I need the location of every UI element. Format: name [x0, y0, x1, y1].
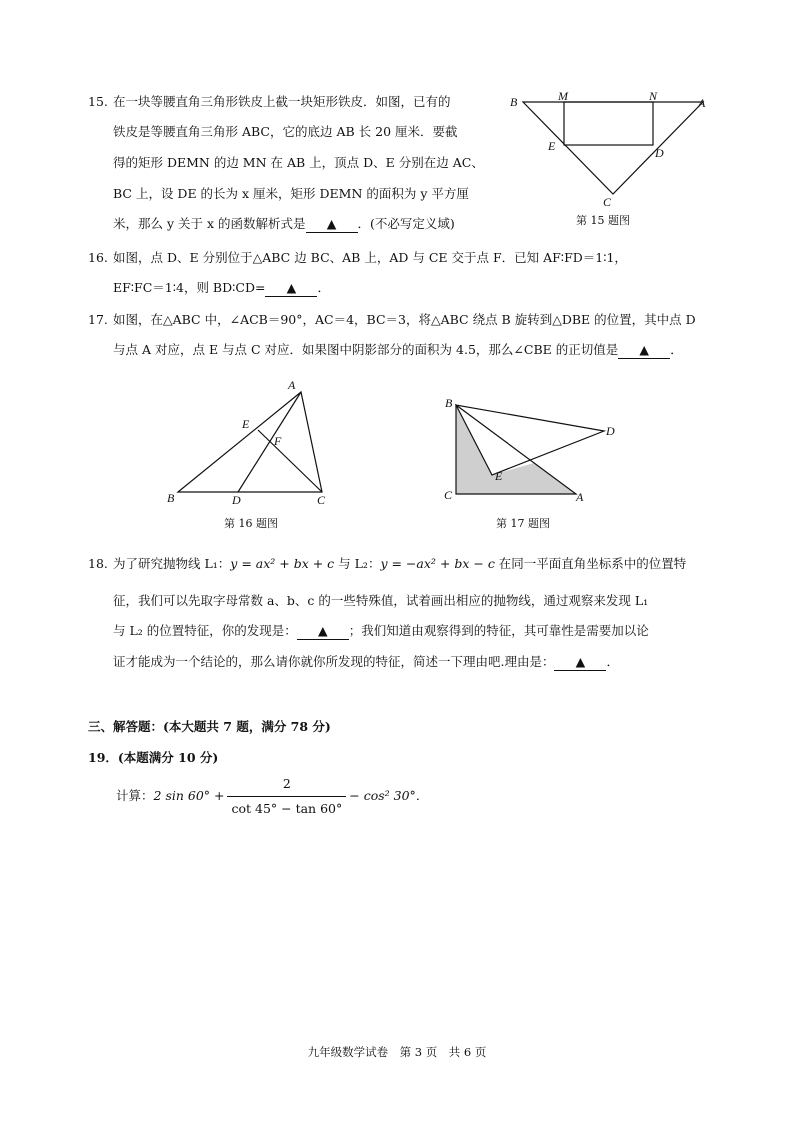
- q17-label-A: A: [576, 490, 584, 504]
- q18-line-1-tail: 在同一平面直角坐标系中的位置特: [494, 556, 687, 571]
- q15-line-3: 得的矩形 DEMN 的边 MN 在 AB 上，顶点 D、E 分别在边 AC、: [113, 155, 484, 170]
- q18-line-3-tail: ；我们知道由观察得到的特征，其可靠性是需要加以论: [348, 623, 649, 638]
- q17-label-B: B: [445, 396, 453, 410]
- q19-title: 19．(本题满分 10 分): [88, 750, 219, 765]
- q15-label-C: C: [603, 195, 612, 209]
- q18-line-1-mid: 与 L₂：: [334, 556, 381, 571]
- q15-label-N: N: [649, 89, 658, 103]
- q16-figure: [160, 372, 340, 512]
- section-3-heading: 三、解答题：(本大题共 7 题，满分 78 分): [88, 719, 331, 734]
- q18-equation-L1: y = ax² + bx + c: [230, 556, 335, 571]
- q16-line-2-text: EF∶FC＝1∶4，则 BD∶CD=: [113, 280, 266, 295]
- q18-line-4-text: 证才能成为一个结论的，那么请你就你所发现的特征，简述一下理由吧.理由是：: [113, 654, 555, 669]
- q16-line-1: 如图，点 D、E 分别位于△ABC 边 BC、AB 上，AD 与 CE 交于点 F．已知 AF∶FD＝1∶1，: [113, 250, 627, 265]
- q15-line-5: [113, 216, 455, 233]
- q16-caption: 第 16 题图: [224, 517, 278, 530]
- q19-fraction: [227, 774, 346, 819]
- q18-answer-blank-2[interactable]: ▲: [554, 654, 606, 671]
- q17-number: 17.: [88, 312, 108, 327]
- q19-prefix: 计算：: [116, 788, 154, 803]
- q19-expression: [116, 774, 428, 819]
- q16-triangle: [178, 392, 322, 492]
- q17-line-2-text: 与点 A 对应，点 E 与点 C 对应．如果图中阴影部分的面积为 4.5，那么∠CBE 的正切值是: [113, 342, 619, 357]
- q17-caption: 第 17 题图: [496, 517, 550, 530]
- q15-line-5-text: 米，那么 y 关于 x 的函数解析式是: [113, 216, 306, 231]
- q17-answer-blank[interactable]: ▲: [618, 342, 670, 359]
- q15-rectangle: [564, 102, 653, 145]
- q17-line-1: 如图，在△ABC 中，∠ACB＝90°，AC＝4，BC＝3，将△ABC 绕点 B 旋转到△DBE 的位置，其中点 D: [113, 312, 696, 327]
- q16-line-2-tail: ．: [317, 280, 330, 295]
- q15-figure: [505, 88, 715, 213]
- q15-number: 15.: [88, 94, 108, 109]
- q18-line-1: [113, 556, 686, 572]
- q17-label-E: E: [495, 469, 503, 483]
- q16-label-B: B: [167, 491, 175, 505]
- q18-line-3: [113, 623, 649, 640]
- q15-line-4: BC 上，设 DE 的长为 x 厘米，矩形 DEMN 的面积为 y 平方厘: [113, 186, 469, 201]
- q15-answer-blank[interactable]: ▲: [306, 216, 358, 233]
- q15-label-D: D: [655, 146, 664, 160]
- q18-line-2: 征，我们可以先取字母常数 a、b、c 的一些特殊值，试着画出相应的抛物线，通过观察来发现 L₁: [113, 593, 649, 608]
- q16-label-A: A: [288, 378, 296, 392]
- q18-answer-blank-1[interactable]: ▲: [297, 623, 349, 640]
- q19-part-1: 2 sin 60° +: [153, 788, 225, 803]
- q16-label-E: E: [242, 417, 250, 431]
- q17-line-2-tail: ．: [670, 342, 683, 357]
- q18-equation-L2: y = −ax² + bx − c: [380, 556, 495, 571]
- q15-line-1: 在一块等腰直角三角形铁皮上截一块矩形铁皮．如图，已有的: [113, 94, 451, 109]
- q16-label-D: D: [232, 493, 241, 507]
- q15-line-2: 铁皮是等腰直角三角形 ABC，它的底边 AB 长 20 厘米．要截: [113, 124, 458, 139]
- q16-number: 16.: [88, 250, 108, 265]
- q17-label-D: D: [606, 424, 615, 438]
- q18-line-4-tail: ．: [606, 654, 619, 669]
- q17-figure: [440, 390, 630, 510]
- q18-number: 18.: [88, 556, 108, 571]
- q17-line-2: [113, 342, 683, 359]
- q19-part-2: − cos² 30°．: [349, 788, 429, 803]
- q17-label-C: C: [444, 488, 453, 502]
- q19-numerator: 2: [227, 774, 346, 797]
- q16-label-C: C: [317, 493, 326, 507]
- q15-line-5-tail: ．(不必写定义域): [357, 216, 455, 231]
- q16-line-2: [113, 280, 330, 297]
- q16-answer-blank[interactable]: ▲: [265, 280, 317, 297]
- q16-segment-AD: [238, 392, 301, 492]
- q18-line-4: [113, 654, 619, 671]
- q19-denominator: cot 45° − tan 60°: [231, 801, 343, 816]
- q15-caption: 第 15 题图: [576, 214, 630, 227]
- q16-label-F: F: [274, 434, 282, 448]
- q15-label-A: A: [698, 96, 706, 110]
- q16-segment-CE: [258, 430, 322, 492]
- q15-label-E: E: [548, 139, 556, 153]
- q18-line-3-text: 与 L₂ 的位置特征，你的发现是：: [113, 623, 297, 638]
- q15-label-M: M: [558, 89, 568, 103]
- page-footer: 九年级数学试卷 第 3 页 共 6 页: [307, 1045, 487, 1059]
- q18-line-1-text: 为了研究抛物线 L₁：: [113, 556, 231, 571]
- q15-label-B: B: [510, 95, 518, 109]
